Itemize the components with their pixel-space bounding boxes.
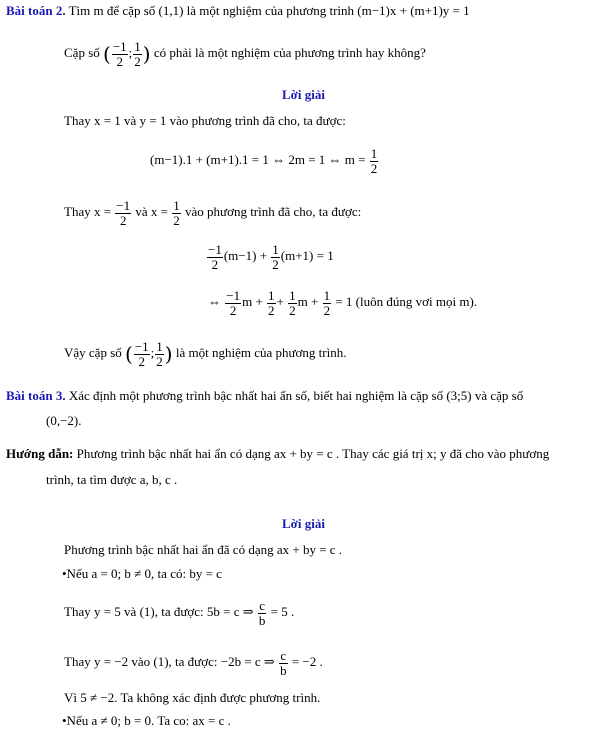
- equation-3-term: m +: [297, 294, 319, 309]
- fraction: [155, 340, 164, 369]
- fraction-denominator: 2: [116, 53, 123, 69]
- equation-3-arrow: ⇔: [208, 294, 221, 309]
- problem-3-intro: Xác định một phương trình bậc nhất hai ẩn số, biết hai nghiệm là cặp số (3;5) và cặp số: [68, 388, 524, 403]
- step-2-text-b: và x =: [135, 204, 168, 219]
- fraction-numerator: −1: [134, 338, 149, 354]
- sol3-line-3-text: Thay y = 5 và (1), ta được: 5b = c ⇒: [64, 604, 254, 619]
- step-1: Thay x = 1 và y = 1 vào phương trình đã cho, ta được:: [64, 113, 346, 128]
- fraction-denominator: 2: [119, 212, 127, 228]
- fraction-numerator: −1: [208, 241, 222, 257]
- fraction-numerator: 1: [268, 287, 275, 303]
- paren-close: ): [142, 42, 151, 67]
- step-2: [64, 196, 361, 228]
- sol3-line-6: •Nếu a ≠ 0; b = 0. Ta co: ax = c .: [62, 713, 231, 728]
- question-text-a: Cặp số: [64, 45, 100, 60]
- problem-3-intro-cont: (0,−2).: [46, 413, 82, 428]
- sol3-line-3: [64, 596, 294, 628]
- sol3-line-5: Vì 5 ≠ −2. Ta không xác định được phương trình.: [64, 690, 321, 705]
- equation-2-text-b: (m+1) = 1: [280, 248, 334, 263]
- paren-open: (: [125, 342, 133, 367]
- fraction-numerator: 1: [173, 197, 180, 213]
- fraction-denominator: 2: [156, 353, 163, 369]
- problem-2-intro: Tìm m để cặp số (1,1) là một nghiệm của phương trình (m−1)x + (m+1)y = 1: [68, 3, 470, 18]
- solution-heading-2: Lời giải: [282, 87, 325, 102]
- fraction-denominator: 2: [138, 353, 145, 369]
- fraction-numerator: 1: [272, 241, 279, 257]
- fraction-denominator: 2: [173, 212, 180, 228]
- fraction: [112, 40, 128, 69]
- step-2-text-a: Thay x =: [64, 204, 112, 219]
- fraction: [323, 289, 332, 318]
- fraction-denominator: 2: [289, 302, 296, 318]
- equation-3-end: = 1 (luôn đúng vơi mọi m).: [335, 294, 478, 309]
- fraction-numerator: 1: [323, 287, 331, 303]
- fraction-numerator: −1: [112, 38, 127, 54]
- fraction-numerator: 1: [156, 338, 163, 354]
- fraction-denominator: 2: [268, 302, 275, 318]
- problem-2-statement: [6, 3, 470, 19]
- fraction-denominator: 2: [323, 302, 331, 318]
- sol3-line-1: Phương trình bậc nhất hai ẩn đã có dạng ax + by = c .: [64, 542, 343, 557]
- fraction-numerator: 1: [289, 287, 296, 303]
- fraction-numerator: −1: [226, 287, 241, 303]
- step-2-text-c: vào phương trình đã cho, ta được:: [185, 204, 362, 219]
- problem-3-label: Bài toán 3.: [6, 388, 66, 403]
- equation-3: ⇔ $\frac{-1}{2}$ m + $\frac{1}{2}$ + $\frac{1}{2}$ m + $\frac{1}{2}$ = 1 (luôn đúng vơi mọi m).: [208, 287, 478, 318]
- equation-1: [150, 144, 379, 176]
- fraction: [115, 199, 131, 228]
- fraction-denominator: 2: [272, 256, 279, 272]
- paren-open: (: [103, 42, 111, 67]
- sol3-line-4-text: Thay y = −2 vào (1), ta được: −2b = c ⇒: [64, 654, 275, 669]
- fraction-denominator: b: [258, 612, 266, 628]
- fraction-denominator: b: [280, 662, 287, 678]
- equation-3-term: m +: [242, 294, 263, 309]
- fraction: [370, 147, 379, 176]
- fraction: [207, 243, 223, 272]
- conclusion-text-a: Vậy cặp số: [64, 345, 122, 360]
- fraction: [172, 199, 181, 228]
- fraction: [225, 289, 241, 318]
- fraction: [279, 649, 288, 678]
- solution-heading-3: Lời giải: [282, 516, 325, 531]
- fraction: [271, 243, 280, 272]
- problem-2-question: Cặp số ( $\frac{-1}{2}$ ; $\frac{1}{2}$ ) có phải là một nghiệm của phương trình hay không?: [64, 38, 426, 69]
- conclusion-text-b: là một nghiệm của phương trình.: [175, 345, 347, 360]
- guide-cont: trình, ta tìm được a, b, c .: [46, 472, 178, 487]
- fraction: [133, 40, 142, 69]
- fraction-numerator: 1: [370, 145, 378, 161]
- fraction: [288, 289, 297, 318]
- fraction: [134, 340, 150, 369]
- fraction-numerator: 1: [134, 38, 141, 54]
- sol3-line-4: [64, 646, 323, 678]
- fraction-numerator: c: [280, 647, 287, 663]
- fraction: [267, 289, 276, 318]
- equation-2-text-a: (m−1) +: [223, 248, 268, 263]
- guide-text: Phương trình bậc nhất hai ẩn có dạng ax + by = c . Thay các giá trị x; y đã cho vào phương: [76, 446, 550, 461]
- fraction: [258, 599, 267, 628]
- equation-2: [206, 240, 334, 272]
- problem-3-statement: [6, 388, 523, 404]
- sol3-line-4-end: = −2 .: [291, 654, 323, 669]
- problem-2-label: Bài toán 2.: [6, 3, 66, 18]
- sol3-line-3-end: = 5 .: [270, 604, 295, 619]
- fraction-denominator: 2: [134, 53, 141, 69]
- conclusion-2: Vậy cặp số ( $\frac{-1}{2}$ ; $\frac{1}{2}$ ) là một nghiệm của phương trình.: [64, 338, 347, 369]
- guide: [6, 446, 549, 462]
- fraction-denominator: 2: [370, 160, 378, 176]
- equation-1-text: (m−1).1 + (m+1).1 = 1 ⇔ 2m = 1 ⇔ m =: [150, 152, 366, 167]
- fraction-denominator: 2: [211, 256, 219, 272]
- paren-close: ): [164, 342, 173, 367]
- fraction-denominator: 2: [229, 302, 237, 318]
- question-text-b: có phải là một nghiệm của phương trình hay không?: [153, 45, 426, 60]
- fraction-numerator: −1: [116, 197, 131, 213]
- guide-label: Hướng dẫn:: [6, 446, 74, 461]
- fraction-numerator: c: [259, 597, 266, 613]
- sol3-line-2: •Nếu a = 0; b ≠ 0, ta có: by = c: [62, 566, 222, 581]
